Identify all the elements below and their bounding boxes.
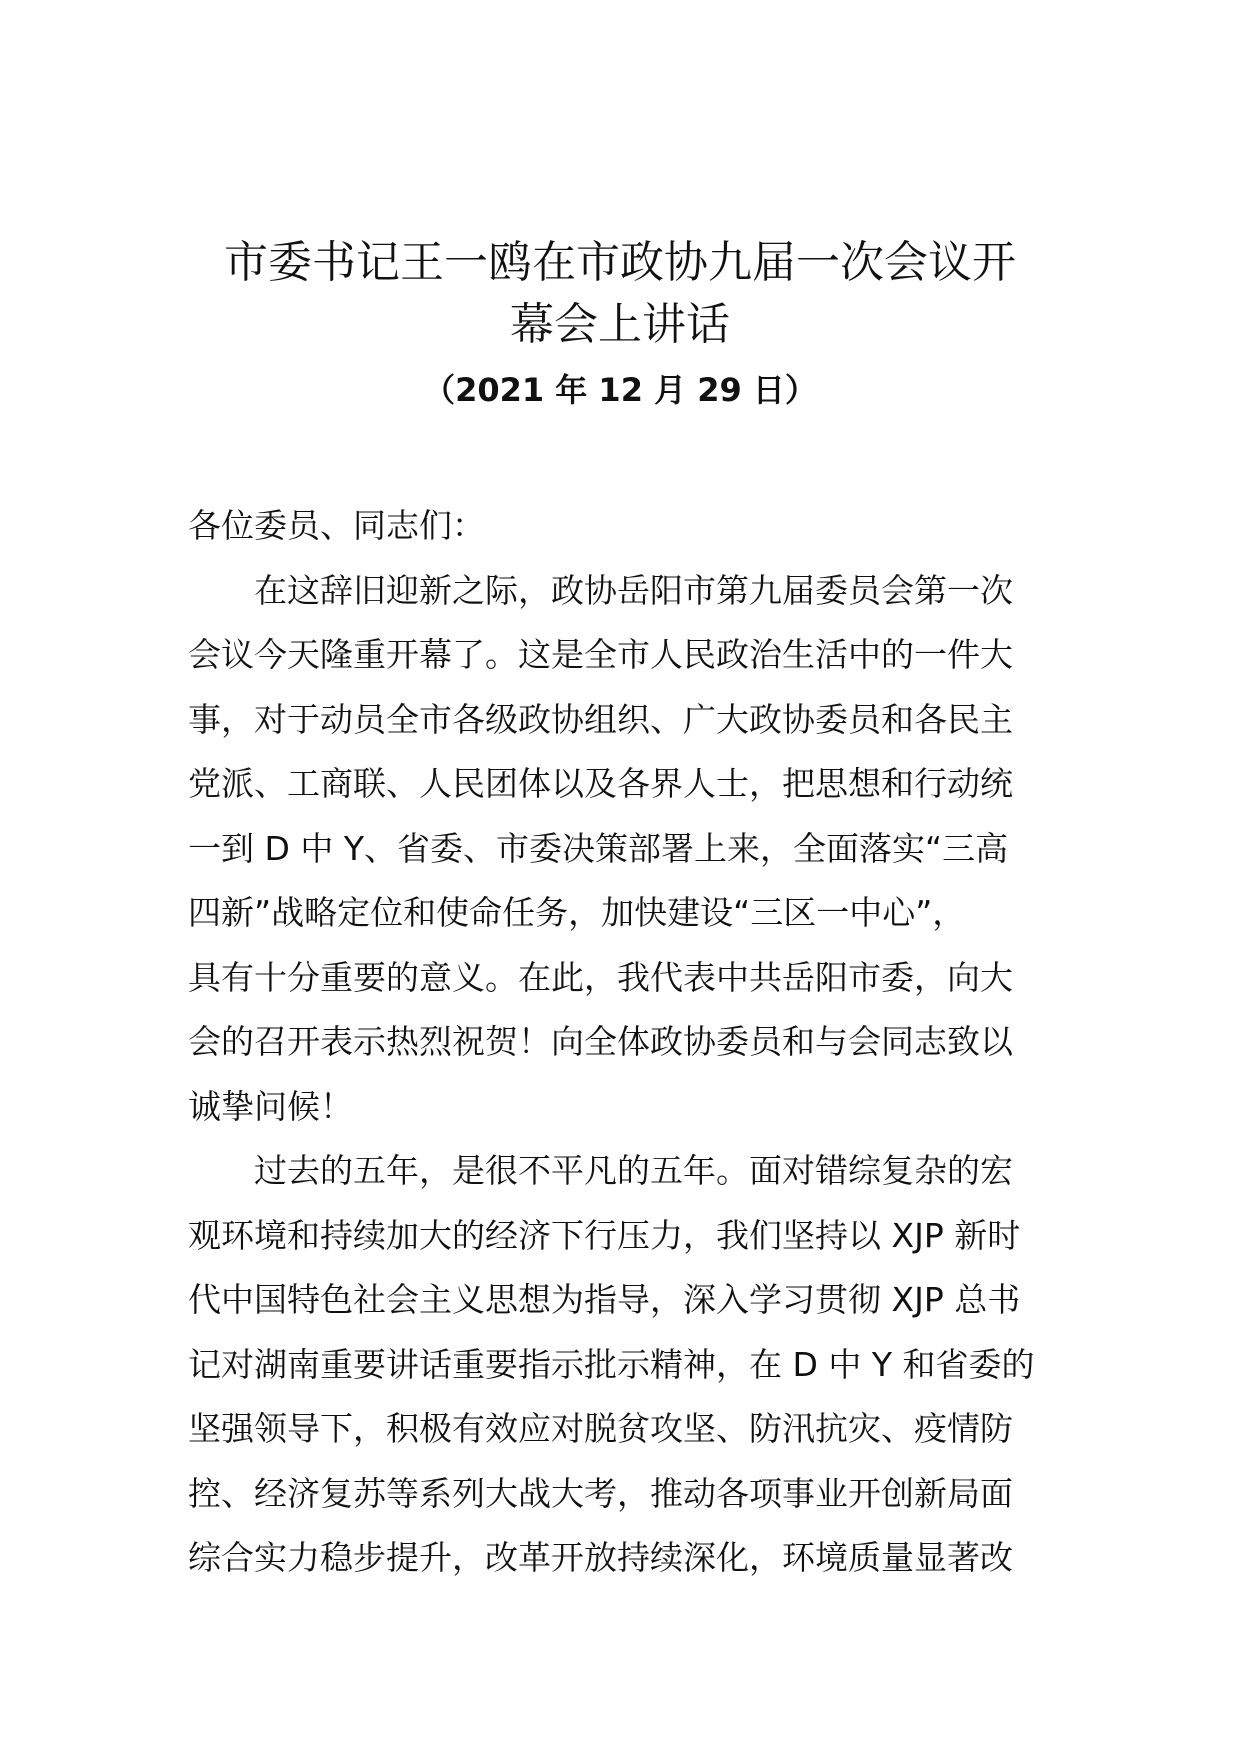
document-title-line-1: 市委书记王一鸥在市政协九届一次会议开 — [224, 237, 1016, 288]
paragraph-1-line-1: 在这辞旧迎新之际，政协岳阳市第九届委员会第一次 — [254, 570, 1013, 610]
paragraph-2 — [188, 1139, 1058, 1591]
title-block — [150, 232, 1090, 412]
paragraph-2-line-7: 综合实力稳步提升，改革开放持续深化，环境质量显著改 — [188, 1538, 1013, 1577]
paragraph-2-line-3: 代中国特色社会主义思想为指导，深入学习贯彻 XJP 总书 — [188, 1280, 1021, 1319]
document-body — [188, 494, 1058, 1591]
paragraph-2-line-5: 坚强领导下，积极有效应对脱贫攻坚、防汛抗灾、疫情防 — [188, 1409, 1013, 1448]
paragraph-2-line-6: 控、经济复苏等系列大战大考，推动各项事业开创新局面 — [188, 1473, 1013, 1513]
paragraph-1-line-9: 诚挚问候！ — [188, 1086, 353, 1126]
paragraph-1 — [188, 559, 1058, 1140]
paragraph-1-line-4: 党派、工商联、人民团体以及各界人士，把思想和行动统 — [188, 764, 1013, 803]
paragraph-1-line-3: 事，对于动员全市各级政协组织、广大政协委员和各民主 — [188, 699, 1013, 739]
document-date: （2021 年 12 月 29 日） — [423, 371, 817, 409]
paragraph-1-line-8: 会的召开表示热烈祝贺！向全体政协委员和与会同志致以 — [188, 1022, 1013, 1061]
paragraph-1-line-6: 四新”战略定位和使命任务，加快建设“三区一中心”， — [188, 893, 966, 932]
document-title-line-2: 幕会上讲话 — [510, 299, 730, 350]
paragraph-2-line-4: 记对湖南重要讲话重要指示批示精神，在 D 中 Y 和省委的 — [188, 1344, 1035, 1384]
paragraph-1-line-5: 一到 D 中 Y、省委、市委决策部署上来，全面落实“三高 — [188, 828, 1009, 868]
paragraph-2-line-1: 过去的五年，是很不平凡的五年。面对错综复杂的宏 — [254, 1151, 1013, 1190]
paragraph-1-line-2: 会议今天隆重开幕了。这是全市人民政治生活中的一件大 — [188, 635, 1013, 674]
paragraph-2-line-2: 观环境和持续加大的经济下行压力，我们坚持以 XJP 新时 — [188, 1215, 1021, 1255]
paragraph-1-line-7: 具有十分重要的意义。在此，我代表中共岳阳市委，向大 — [188, 957, 1013, 997]
salutation: 各位委员、同志们： — [188, 506, 485, 545]
